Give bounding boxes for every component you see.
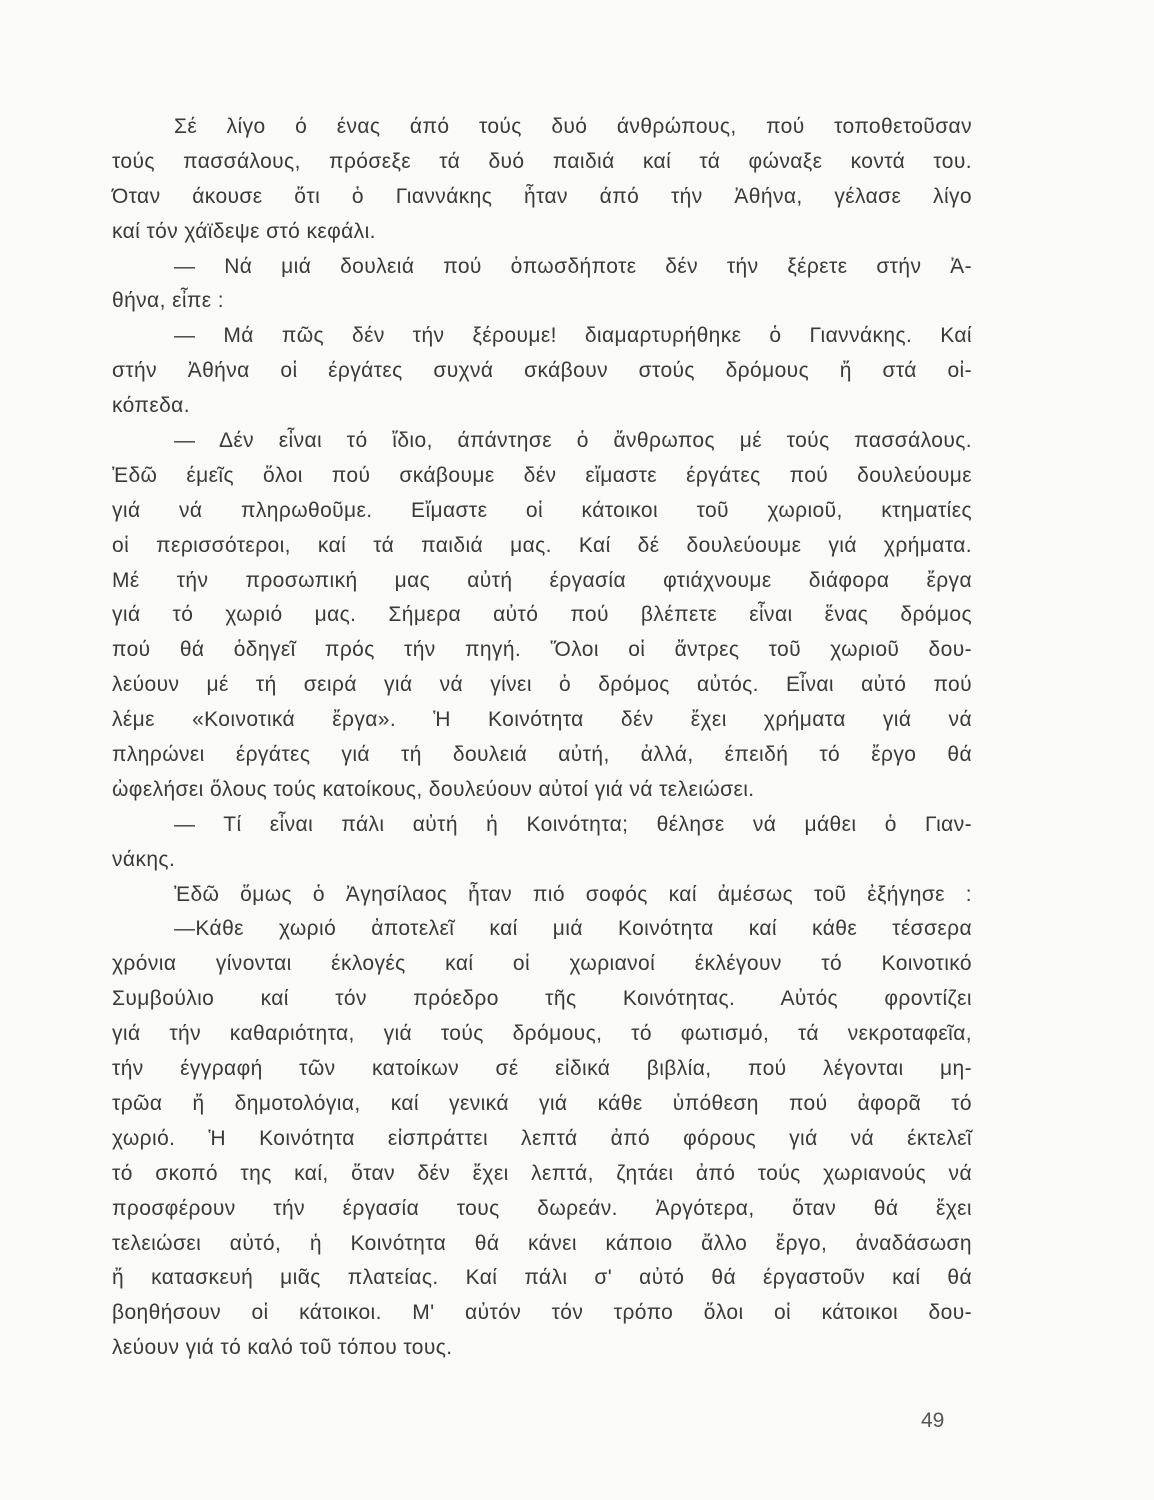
text-line: προσφέρουν τήν έργασία τους δωρεάν. Ἀργότερα, ὅταν θά ἔχει (112, 1196, 972, 1220)
text-line: πληρώνει έργάτες γιά τή δουλειά αὐτή, ἀλλά, έπειδή τό ἔργο θά (112, 743, 972, 767)
text-line: Σέ λίγο ό ένας άπό τούς δυό άνθρώπους, πού τοποθετοῦσαν (174, 115, 972, 138)
text-line: λεύουν γιά τό καλό τοῦ τόπου τους. (112, 1336, 453, 1360)
text-line: — Μά πῶς δέν τήν ξέρουμε! διαμαρτυρήθηκε ὁ Γιαννάκης. Καί (174, 324, 972, 348)
text-line: — Τί εἶναι πάλι αὐτή ἡ Κοινότητα; θέλησε νά μάθει ὁ Γιαν- (174, 812, 972, 836)
text-line: γιά τό χωριό μας. Σήμερα αὐτό πού βλέπετε εἶναι ἕνας δρόμος (112, 603, 972, 627)
text-line: Μέ τήν προσωπική μας αὐτή έργασία φτιάχνουμε διάφορα ἔργα (112, 568, 972, 592)
text-line: τό σκοπό της καί, ὅταν δέν ἔχει λεπτά, ζητάει ἀπό τούς χωριανούς νά (112, 1161, 972, 1185)
text-line: γιά τήν καθαριότητα, γιά τούς δρόμους, τό φωτισμό, τά νεκροταφεῖα, (112, 1022, 972, 1046)
text-line: χωριό. Ἡ Κοινότητα εἰσπράττει λεπτά ἀπό φόρους γιά νά έκτελεῖ (112, 1126, 972, 1150)
text-line: στήν Ἀθήνα οἱ έργάτες συχνά σκάβουν στούς δρόμους ἤ στά οἰ- (112, 359, 972, 383)
text-line: τελειώσει αὐτό, ἡ Κοινότητα θά κάνει κάποιο ἄλλο ἔργο, ἀναδάσωση (112, 1231, 972, 1255)
text-line: τήν έγγραφή τῶν κατοίκων σέ εἰδικά βιβλία, πού λέγονται μη- (112, 1057, 972, 1081)
text-line: καί τόν χάϊδεψε στό κεφάλι. (112, 219, 376, 243)
body-text (112, 110, 972, 1366)
text-line: λεύουν μέ τή σειρά γιά νά γίνει ὁ δρόμος αὐτός. Εἶναι αὐτό πού (112, 673, 972, 697)
text-line: νάκης. (112, 847, 176, 871)
text-line: κόπεδα. (112, 394, 190, 418)
page-number: 49 (921, 1409, 945, 1432)
text-line: — Δέν εἶναι τό ἴδιο, άπάντησε ὁ ἄνθρωπος μέ τούς πασσάλους. (174, 429, 972, 453)
text-line: χρόνια γίνονται έκλογές καί οἱ χωριανοί έκλέγουν τό Κοινοτικό (112, 952, 972, 976)
text-line: —Κάθε χωριό ἀποτελεῖ καί μιά Κοινότητα καί κάθε τέσσερα (174, 917, 972, 941)
text-line: λέμε «Κοινοτικά ἔργα». Ἡ Κοινότητα δέν ἔχει χρήματα γιά νά (112, 708, 972, 732)
text-line: οἱ περισσότεροι, καί τά παιδιά μας. Καί δέ δουλεύουμε γιά χρήματα. (112, 533, 972, 557)
text-line: γιά νά πληρωθοῦμε. Εἴμαστε οἱ κάτοικοι τοῦ χωριοῦ, κτηματίες (112, 498, 972, 522)
text-line: Όταν άκουσε ὅτι ὁ Γιαννάκης ἦταν άπό τήν Ἀθήνα, γέλασε λίγο (112, 184, 972, 208)
text-line: τούς πασσάλους, πρόσεξε τά δυό παιδιά καί τά φώναξε κοντά του. (112, 149, 972, 173)
text-line: πού θά ὁδηγεῖ πρός τήν πηγή. Ὅλοι οἱ ἄντρες τοῦ χωριοῦ δου- (112, 638, 972, 662)
text-line: Συμβούλιο καί τόν πρόεδρο τῆς Κοινότητας. Αὐτός φροντίζει (112, 987, 972, 1011)
text-line: τρῶα ἤ δημοτολόγια, καί γενικά γιά κάθε ὑπόθεση πού ἀφορᾶ τό (112, 1091, 972, 1115)
text-line: Ἐδῶ έμεῖς ὅλοι πού σκάβουμε δέν εἴμαστε έργάτες πού δουλεύουμε (112, 463, 972, 487)
text-line: — Νά μιά δουλειά πού ὁπωσδήποτε δέν τήν ξέρετε στήν Ἀ- (174, 254, 972, 278)
text-line: ἤ κατασκευή μιᾶς πλατείας. Καί πάλι σ' αὐτό θά έργαστοῦν καί θά (112, 1266, 972, 1290)
text-line: ὠφελήσει ὅλους τούς κατοίκους, δουλεύουν αὐτοί γιά νά τελειώσει. (112, 777, 755, 801)
text-line: Ἐδῶ ὅμως ὁ Ἀγησίλαος ἦταν πιό σοφός καί ἀμέσως τοῦ ἐξήγησε : (174, 882, 972, 906)
text-line: βοηθήσουν οἱ κάτοικοι. Μ' αὐτόν τόν τρόπο ὅλοι οἱ κάτοικοι δου- (112, 1301, 972, 1325)
text-line: θήνα, εἶπε : (112, 289, 225, 313)
